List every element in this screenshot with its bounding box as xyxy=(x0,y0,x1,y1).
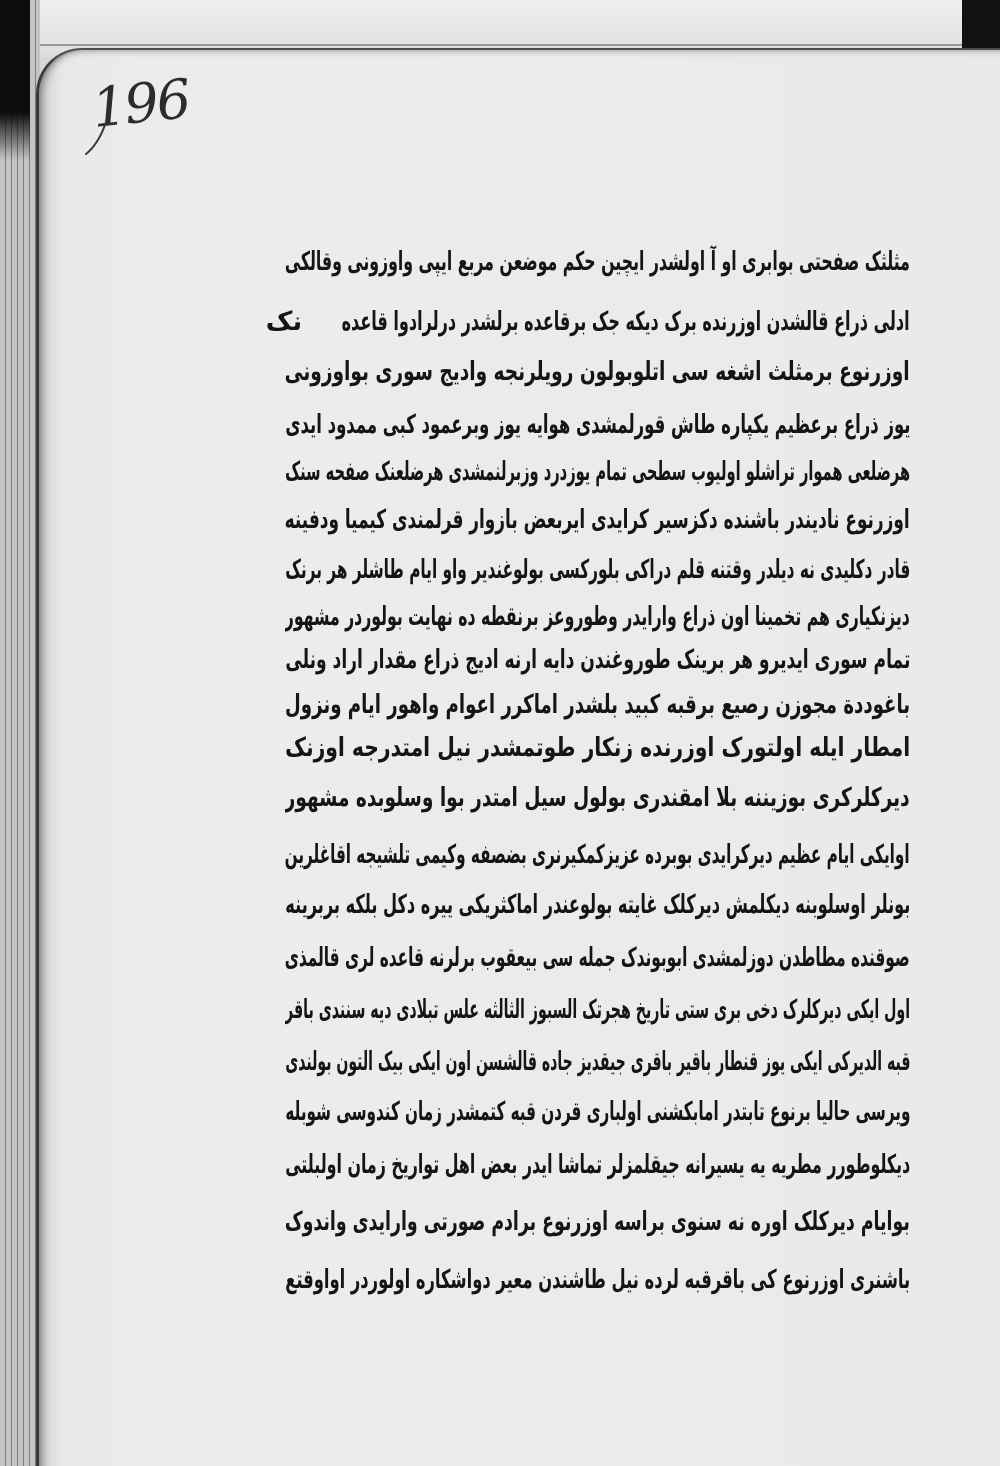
line-text: اوزرنوع نادیندر باشنده دکزسیر کرایدی ایربعض بازوار قرلمندی کیمیا ودفینه xyxy=(285,505,910,535)
page-top-gap xyxy=(40,44,964,46)
manuscript-line xyxy=(285,494,910,546)
manuscript-line xyxy=(285,399,910,451)
manuscript-line xyxy=(285,1139,910,1191)
line-text: امطار ایله اولتورک اوزرنده زنکار طوتمشدر نیل امتدرجه اوزنک xyxy=(285,733,910,763)
line-text: دیرکلرکری بوزیننه بلا امقندری بولول سیل امتدر بوا وسلوبده مشهور xyxy=(285,783,910,813)
manuscript-line xyxy=(285,772,910,824)
line-text: دیکلوطورر مطریه یه یسیرانه جیقلمزلر تماشا ایدر بعض اهل تواریخ زمان اولبلتی xyxy=(285,1150,910,1180)
manuscript-line xyxy=(285,984,910,1036)
manuscript-line xyxy=(285,446,910,498)
line-text: ویرسی حالیا برنوع تابتدر امابکشنی اولباری قردن قبه کتمشدر زمان کندوسی شوبله xyxy=(285,1097,910,1127)
line-text: مثلثک صفحتی بوابری او آ اولشدر ایچین حکم موضعن مربع ایپی واوزونی وقالکی xyxy=(285,247,910,277)
line-text: صوقنده مطاطدن دوزلمشدی ابوبوندک جمله سی بیعقوب برلرنه قاعده لری قالمذی xyxy=(285,943,910,973)
pen-flourish xyxy=(80,120,120,160)
line-text: باغوددة مجوزن رصیع برقبه کبید بلشدر اماکرر اعوام واهور ایام ونزول xyxy=(285,690,910,720)
manuscript-line xyxy=(285,1254,910,1306)
line-text: هرضلعی هموار تراشلو اولیوب سطحی تمام یوزدرد وزبرلنمشدی هرضلعنک صفحه سنک xyxy=(285,457,910,487)
manuscript-line xyxy=(285,1036,910,1088)
line-text: بونلر اوسلوبنه دیکلمش دیرکلک غایته بولوعندر اماکثریکی ییره دکل بلکه بربرینه xyxy=(285,890,910,920)
binding-shadow xyxy=(0,0,30,160)
margin-note: نک xyxy=(265,307,303,337)
folio-number: 196 xyxy=(88,67,193,140)
manuscript-line xyxy=(285,544,910,596)
line-text: قبه الدیرکی ایکی یوز قنطار باقیر باقری جیقدیز جاده قالشسن اون ایکی بیک التون بولندی xyxy=(285,1047,910,1077)
manuscript-line xyxy=(285,932,910,984)
line-text: اوزرنوع برمثلث اشغه سی اتلوبولون رویلرنجه وادیج سوری بواوزونی xyxy=(285,357,910,387)
line-text: بوایام دیرکلک اوره نه سنوی براسه اوزرنوع برادم صورتی وارایدی واندوک xyxy=(285,1207,910,1237)
scan-corner-shadow xyxy=(962,0,1000,50)
line-text: اوایکی ایام عظیم دیرکرایدی بوبرده عزیزکمکیرنری بضصفه وکیمی تلشیجه اقاغلرین xyxy=(285,840,910,870)
line-text: دیزنکیاری هم تخمینا اون ذراع وارایدر وطوروعز برنقطه ده نهایت بولوردر مشهور xyxy=(285,602,910,632)
line-text: قادر دکلیدی نه دیلدر وقتنه قلم دراکی بلورکسی بولوغندیر واو ایام طاشلر هر برنک xyxy=(285,555,910,585)
manuscript-line xyxy=(285,722,910,774)
manuscript-line xyxy=(285,1196,910,1248)
book-page-edges xyxy=(0,0,40,1466)
manuscript-line xyxy=(285,346,910,398)
manuscript-line xyxy=(285,879,910,931)
line-text: ادلی ذراع قالشدن اوزرنده برک دیکه جک برقاعده برلشدر درلرادوا قاعده xyxy=(342,307,910,337)
manuscript-line xyxy=(285,1086,910,1138)
line-text: تمام سوری ایدیرو هر برینک طوروغندن دایه ارنه ادیج ذراع مقدار اراد ونلی xyxy=(285,645,910,675)
manuscript-line xyxy=(342,296,910,348)
manuscript-line xyxy=(285,829,910,881)
line-text: اول ایکی دیرکلرک دخی بری ستی تاریخ هجرتک السبوز الثالثه علس تبلادی دیه سنندی باقر xyxy=(285,995,910,1025)
manuscript-line xyxy=(285,236,910,288)
line-text: یوز ذراع برعظیم یکپاره طاش قورلمشدی هوایه یوز وبرعمود کبی ممدود ایدی xyxy=(285,410,910,440)
line-text: باشنری اوزرنوع کی باقرقبه لرده نیل طاشندن معیر دواشکاره اولوردر اواوقتع xyxy=(285,1265,910,1295)
